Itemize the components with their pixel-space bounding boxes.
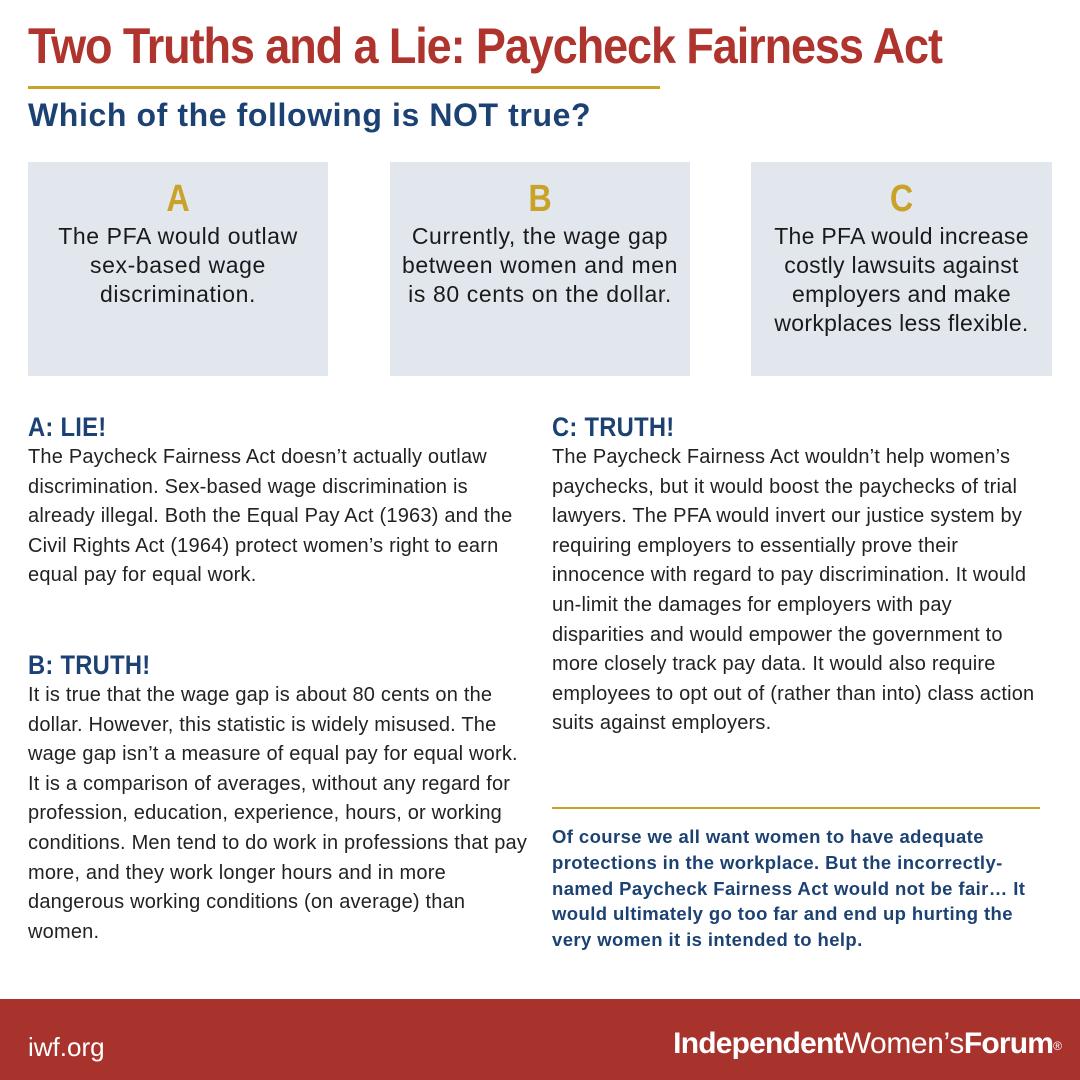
option-letter-b: B [528,178,552,220]
option-box-b [390,162,690,376]
conclusion-divider [552,807,1040,809]
answer-c-body: The Paycheck Fairness Act wouldn’t help women’s paychecks, but it would boost the paychecks of trial lawyers. The PFA would invert our justice system by requiring employers to essentially prove their innocence with regard to pay discrimination. It would un-limit the damages for employers with pay disparities and would empower the government to more closely track pay data. It would also require employees to opt out of (rather than into) class action suits against employers. [552,446,1035,735]
footer-bar [0,999,1080,1080]
iwf-logo [673,1025,1062,1063]
page-title: Two Truths and a Lie: Paycheck Fairness Act [28,18,942,74]
option-letter-c: C [889,178,914,220]
option-box-c [751,162,1052,376]
logo-womens: Women’s [842,1027,964,1060]
conclusion-text: Of course we all want women to have adequate protections in the workplace. But the incorrectly-named Paycheck Fairness Act would not be fair… It would ultimately go too far and end up hurting the very women it is intended to help. [552,826,1026,951]
option-text-c: The PFA would increase costly lawsuits against employers and make workplaces less flexible. [774,223,1029,336]
site-link[interactable]: iwf.org [28,1032,105,1062]
answer-b [28,649,528,947]
answer-a-body: The Paycheck Fairness Act doesn’t actually outlaw discrimination. Sex-based wage discrimination is already illegal. Both the Equal Pay Act (1963) and the Civil Rights Act (1964) protect women’s right to earn equal pay for equal work. [28,446,513,587]
option-letter-a: A [166,178,190,220]
answer-b-heading: B: TRUTH! [28,650,151,680]
answer-a-heading: A: LIE! [28,412,107,442]
answer-a [28,411,518,591]
answer-c [552,411,1044,739]
option-box-a [28,162,328,376]
logo-forum: Forum [963,1027,1054,1060]
answer-c-heading: C: TRUTH! [552,412,675,442]
logo-independent: Independent [673,1027,843,1060]
option-text-b: Currently, the wage gap between women and men is 80 cents on the dollar. [402,223,678,307]
title-divider [28,86,660,89]
registered-mark: ® [1053,1039,1062,1053]
option-text-a: The PFA would outlaw sex-based wage discrimination. [58,223,298,307]
page-subtitle: Which of the following is NOT true? [28,97,592,133]
answer-b-body: It is true that the wage gap is about 80 cents on the dollar. However, this statistic is widely misused. The wage gap isn’t a measure of equal pay for equal work. It is a comparison of averages, without any regard for profession, education, experience, hours, or working conditions. Men tend to do work in professions that pay more, and they work longer hours and in more dangerous working conditions (on average) than women. [28,684,528,943]
